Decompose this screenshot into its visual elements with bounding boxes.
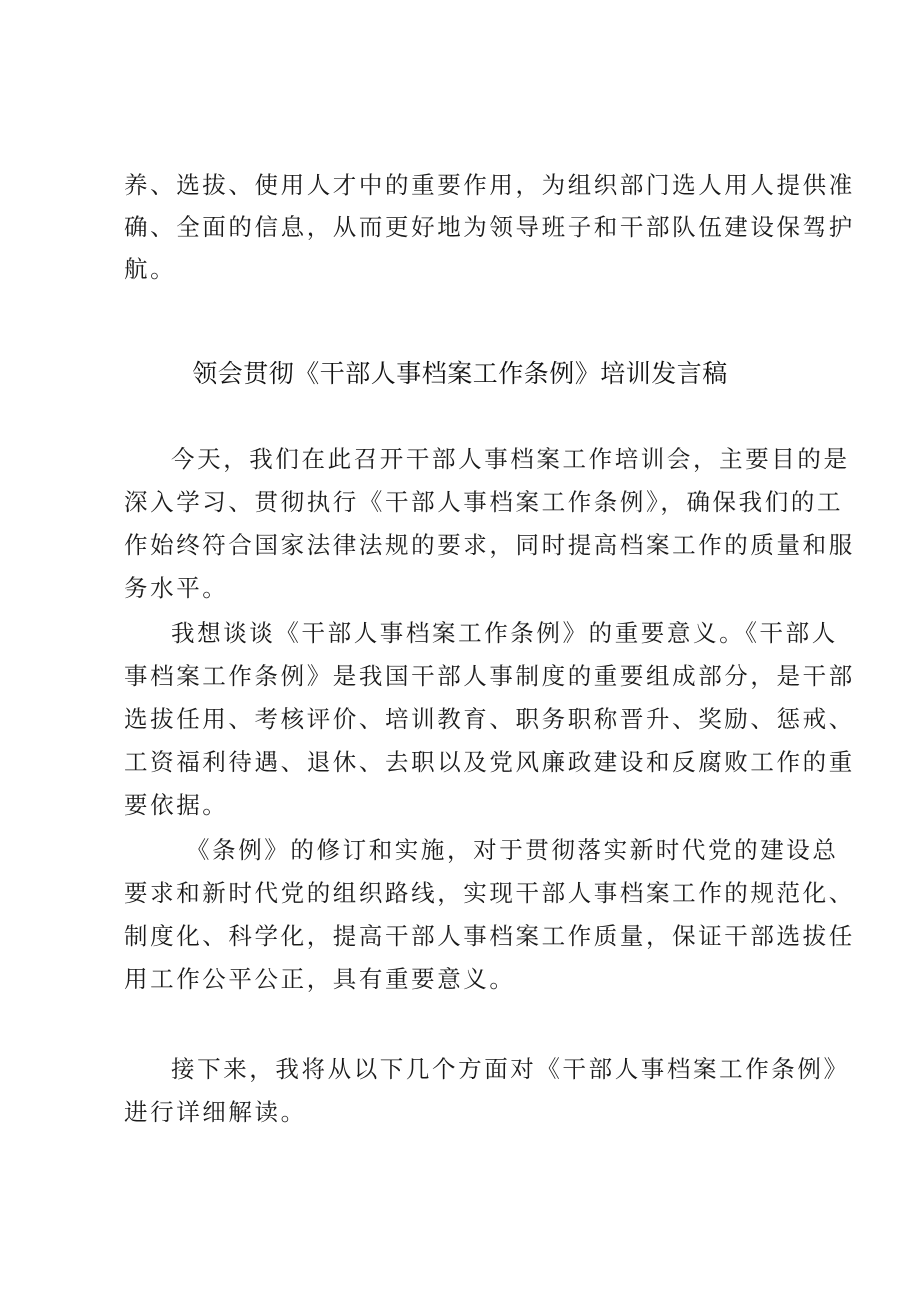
paragraph-2-line-3: 选拔任用、考核评价、培训教育、职务职称晋升、奖励、惩戒、 <box>124 705 855 733</box>
paragraph-2-line-1: 我想谈谈《干部人事档案工作条例》的重要意义。《干部人 <box>171 619 838 647</box>
paragraph-1-line-4: 务水平。 <box>124 574 229 602</box>
document-title: 领会贯彻《干部人事档案工作条例》培训发言稿 <box>192 359 728 388</box>
paragraph-2-line-2: 事档案工作条例》是我国干部人事制度的重要组成部分，是干部 <box>124 662 855 690</box>
paragraph-1-line-2: 深入学习、贯彻执行《干部人事档案工作条例》，确保我们的工 <box>124 488 844 516</box>
paragraph-2-line-4: 工资福利待遇、退休、去职以及党风廉政建设和反腐败工作的重 <box>124 748 855 776</box>
intro-line-3: 航。 <box>124 255 177 283</box>
intro-line-2: 确、全面的信息，从而更好地为领导班子和干部队伍建设保驾护 <box>124 213 855 241</box>
paragraph-3-line-4: 用工作公平公正，具有重要意义。 <box>124 965 516 993</box>
paragraph-1-line-1: 今天，我们在此召开干部人事档案工作培训会，主要目的是 <box>171 445 850 473</box>
paragraph-2-line-5: 要依据。 <box>124 791 229 819</box>
paragraph-3-line-1: 《条例》的修订和实施，对于贯彻落实新时代党的建设总 <box>186 836 839 864</box>
paragraph-1-line-3: 作始终符合国家法律法规的要求，同时提高档案工作的质量和服 <box>124 531 855 559</box>
paragraph-4-line-1: 接下来，我将从以下几个方面对《干部人事档案工作条例》 <box>171 1055 850 1083</box>
intro-line-1: 养、选拔、使用人才中的重要作用，为组织部门选人用人提供准 <box>124 171 855 199</box>
paragraph-3-line-3: 制度化、科学化，提高干部人事档案工作质量，保证干部选拔任 <box>124 922 855 950</box>
paragraph-3-line-2: 要求和新时代党的组织路线，实现干部人事档案工作的规范化、 <box>124 879 855 907</box>
paragraph-4-line-2: 进行详细解读。 <box>124 1098 307 1126</box>
